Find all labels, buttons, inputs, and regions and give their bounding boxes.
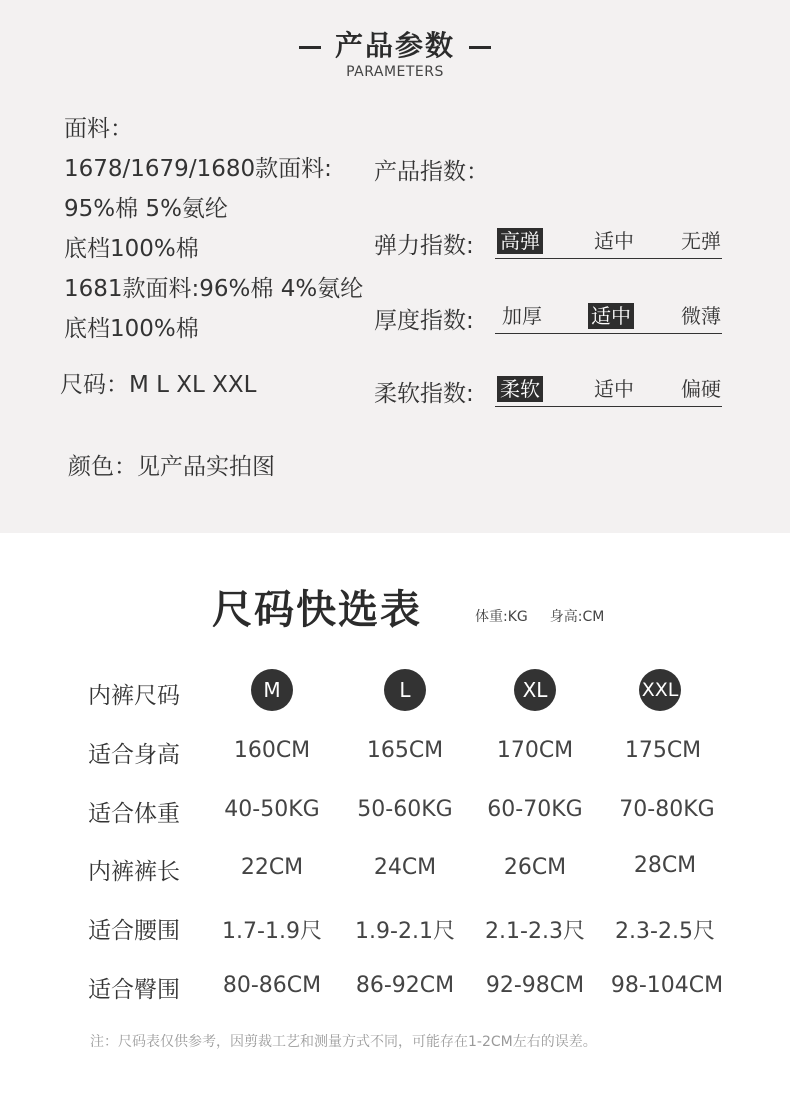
softness-label: 柔软指数:: [374, 381, 474, 407]
table-cell: 24CM: [373, 855, 437, 880]
index-option: 偏硬: [681, 377, 721, 401]
table-cell: 170CM: [496, 738, 574, 763]
row-label-waist: 适合腰围: [88, 918, 180, 944]
index-option: 微薄: [681, 304, 721, 328]
index-heading: 产品指数：: [374, 159, 489, 185]
unit-note: [475, 606, 626, 626]
table-cell: 28CM: [633, 853, 697, 878]
index-option-selected: 高弹: [497, 228, 543, 254]
table-cell: 22CM: [240, 855, 304, 880]
index-option: 适中: [594, 229, 634, 253]
size-footnote: 注：尺码表仅供参考，因剪裁工艺和测量方式不同，可能存在1-2CM左右的误差。: [90, 1034, 597, 1050]
index-option-selected: 柔软: [497, 376, 543, 402]
fabric-line: 1678/1679/1680款面料:: [64, 156, 332, 182]
index-option: 无弹: [681, 229, 721, 253]
elasticity-label: 弹力指数:: [374, 233, 474, 259]
product-parameters-section: [0, 0, 790, 533]
section-title: [0, 24, 790, 64]
table-cell: 98-104CM: [610, 973, 724, 998]
row-label-size: 内裤尺码: [88, 683, 180, 709]
thickness-index: [495, 303, 722, 334]
title-dash-left: [299, 46, 321, 49]
table-cell: 1.9-2.1尺: [355, 919, 455, 944]
params-title-text: 产品参数: [334, 29, 455, 62]
color-line: 颜色：见产品实拍图: [68, 454, 275, 480]
softness-index: [495, 376, 722, 407]
size-badge: M: [251, 669, 293, 711]
size-table-title: 尺码快选表: [212, 587, 422, 633]
table-cell: 70-80KG: [619, 797, 715, 822]
index-option: 适中: [594, 377, 634, 401]
table-cell: 2.3-2.5尺: [615, 919, 715, 944]
sizes-line: 尺码：M L XL XXL: [60, 372, 257, 398]
table-cell: 2.1-2.3尺: [485, 919, 585, 944]
unit-height: 身高:CM: [549, 609, 605, 625]
table-cell: 160CM: [233, 738, 311, 763]
row-label-weight: 适合体重: [88, 801, 180, 827]
size-badge: XL: [514, 669, 556, 711]
table-cell: 50-60KG: [357, 797, 453, 822]
index-option: 加厚: [502, 304, 542, 328]
unit-weight: 体重:KG: [475, 609, 528, 625]
row-label-height: 适合身高: [88, 742, 180, 768]
row-label-hip: 适合臀围: [88, 977, 180, 1003]
fabric-line: 95%棉 5%氨纶: [64, 196, 228, 222]
table-cell: 1.7-1.9尺: [222, 919, 322, 944]
size-badge: XXL: [639, 669, 681, 711]
row-label-length: 内裤裤长: [88, 859, 180, 885]
thickness-label: 厚度指数:: [374, 308, 474, 334]
table-cell: 80-86CM: [222, 973, 322, 998]
fabric-line: 底档100%棉: [64, 316, 199, 342]
section-subtitle: PARAMETERS: [346, 64, 444, 80]
table-cell: 92-98CM: [485, 973, 585, 998]
table-cell: 60-70KG: [487, 797, 583, 822]
fabric-line: 1681款面料:96%棉 4%氨纶: [64, 276, 364, 302]
title-dash-right: [469, 46, 491, 49]
table-cell: 86-92CM: [355, 973, 455, 998]
size-badge: L: [384, 669, 426, 711]
table-cell: 26CM: [503, 855, 567, 880]
table-cell: 40-50KG: [224, 797, 320, 822]
fabric-line: 底档100%棉: [64, 236, 199, 262]
fabric-line: 面料：: [64, 116, 133, 142]
elasticity-index: [495, 228, 722, 259]
table-cell: 175CM: [624, 738, 702, 763]
table-cell: 165CM: [366, 738, 444, 763]
index-option-selected: 适中: [588, 303, 634, 329]
